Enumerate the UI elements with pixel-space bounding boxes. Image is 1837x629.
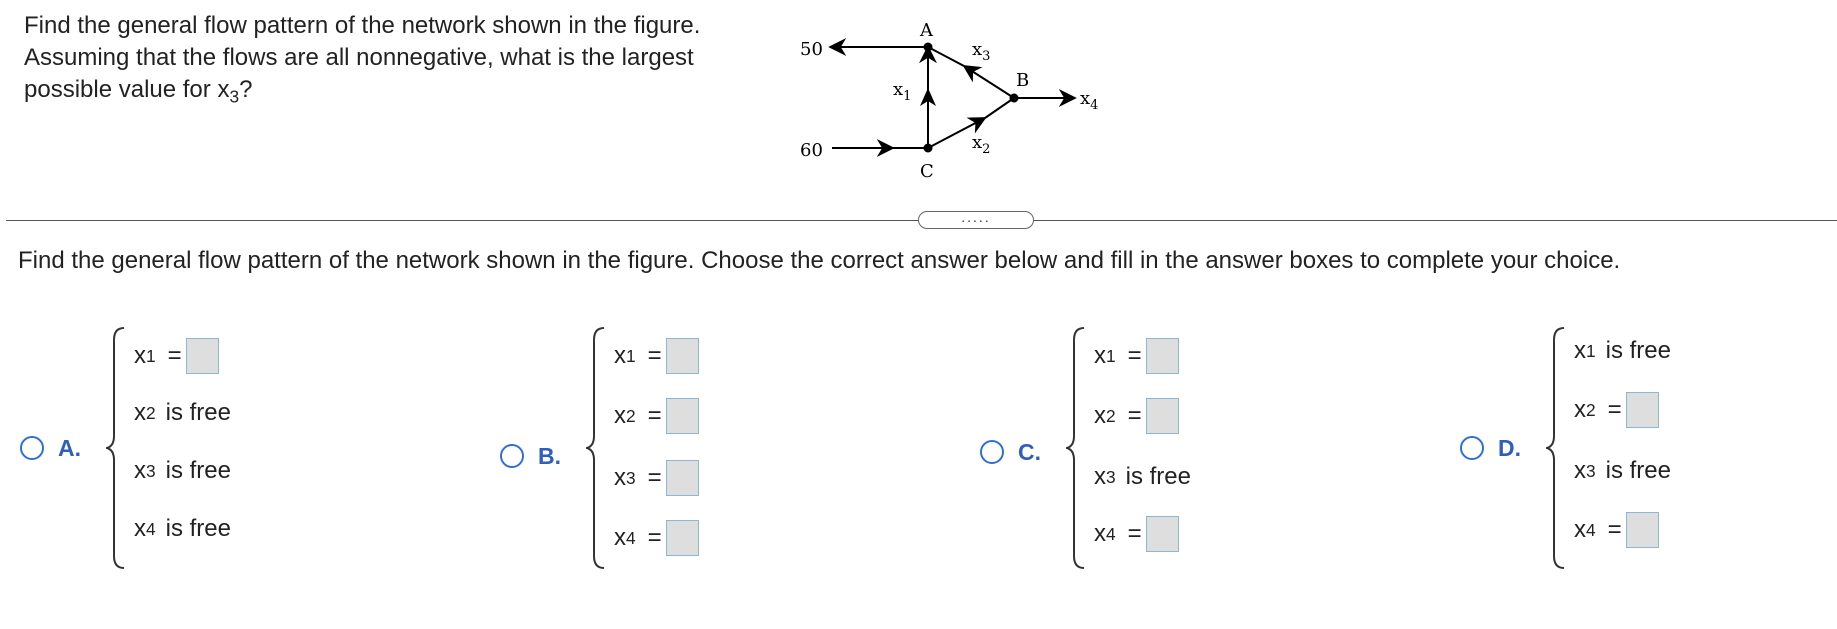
var-sub: 4 <box>146 519 156 539</box>
question-line-1: Find the general flow pattern of the network shown in the figure. <box>24 12 701 39</box>
option-b-row-x2 <box>614 398 699 434</box>
option-c-x1-input[interactable] <box>1146 338 1179 374</box>
var-sub: 2 <box>626 406 636 426</box>
var-x: x <box>1094 463 1106 490</box>
option-c-x2-input[interactable] <box>1146 398 1179 434</box>
free-text: is free <box>1125 463 1191 490</box>
node-b-label: B <box>1016 70 1030 91</box>
question-text <box>24 10 764 113</box>
option-c-radio[interactable] <box>980 440 1004 464</box>
option-a-x1-input[interactable] <box>186 338 219 374</box>
option-d-radio[interactable] <box>1460 436 1484 460</box>
var-sub: 4 <box>626 528 636 548</box>
var-x: x <box>614 464 626 491</box>
option-a-brace <box>106 326 130 570</box>
var-x: x <box>614 524 626 551</box>
question-line-2: Assuming that the flows are all nonnegative, what is the largest <box>24 44 694 71</box>
var-sub: 3 <box>626 468 636 488</box>
node-b-dot <box>1010 94 1019 103</box>
equals-sign: = <box>647 464 662 491</box>
divider-handle[interactable] <box>918 211 1034 229</box>
option-c-label: C. <box>1018 439 1041 465</box>
option-a-row-x2 <box>134 398 231 428</box>
option-d-x4-input[interactable] <box>1626 512 1659 548</box>
option-a-row-x1 <box>134 338 219 374</box>
flow-in-bottom-label: 60 <box>800 140 823 161</box>
question-line-3-sub: 3 <box>229 86 240 107</box>
option-d-brace <box>1546 326 1570 570</box>
edge-x4-label: $x_4$ <box>1080 88 1099 113</box>
edge-x3-label: $x_3$ <box>972 39 991 64</box>
var-sub: 1 <box>626 346 636 366</box>
var-x: x <box>134 342 146 369</box>
free-text: is free <box>165 399 231 426</box>
option-b-x3-input[interactable] <box>666 460 699 496</box>
equals-sign: = <box>647 402 662 429</box>
var-sub: 1 <box>1106 346 1116 366</box>
var-sub: 1 <box>146 346 156 366</box>
var-sub: 4 <box>1106 524 1116 544</box>
option-d-row-x4 <box>1574 512 1659 548</box>
var-sub: 3 <box>1106 467 1116 487</box>
equals-sign: = <box>1127 402 1142 429</box>
question-line-3-text: possible value for x <box>24 76 230 103</box>
option-c <box>980 326 1420 570</box>
var-sub: 4 <box>1586 520 1596 540</box>
instructions-text: Find the general flow pattern of the network shown in the figure. Choose the correct answer below and fill in the answer boxes to complete your choice. <box>18 247 1621 274</box>
network-figure <box>780 12 1140 192</box>
option-a-radio[interactable] <box>20 436 44 460</box>
var-x: x <box>1094 520 1106 547</box>
var-x: x <box>1574 396 1586 423</box>
var-x: x <box>1574 457 1586 484</box>
option-d-row-x3 <box>1574 456 1671 486</box>
node-c-dot <box>924 144 933 153</box>
option-b <box>500 326 940 570</box>
var-x: x <box>614 402 626 429</box>
var-sub: 1 <box>1586 341 1596 361</box>
var-x: x <box>134 399 146 426</box>
option-c-brace <box>1066 326 1090 570</box>
option-a-row-x3 <box>134 456 231 486</box>
var-x: x <box>614 342 626 369</box>
option-b-x1-input[interactable] <box>666 338 699 374</box>
option-b-row-x1 <box>614 338 699 374</box>
option-c-row-x2 <box>1094 398 1179 434</box>
var-sub: 2 <box>1106 406 1116 426</box>
option-b-row-x3 <box>614 460 699 496</box>
free-text: is free <box>1605 457 1671 484</box>
equals-sign: = <box>1607 396 1622 423</box>
node-c-label: C <box>920 161 934 182</box>
edge-x1-label: $x_1$ <box>893 79 912 104</box>
option-b-brace <box>586 326 610 570</box>
var-x: x <box>134 515 146 542</box>
free-text: is free <box>165 515 231 542</box>
option-b-label: B. <box>538 443 561 469</box>
var-x: x <box>134 457 146 484</box>
equals-sign: = <box>647 524 662 551</box>
question-line-3-suffix: ? <box>239 76 253 103</box>
option-c-x4-input[interactable] <box>1146 516 1179 552</box>
var-x: x <box>1094 402 1106 429</box>
free-text: is free <box>1605 337 1671 364</box>
var-x: x <box>1574 516 1586 543</box>
option-a-label: A. <box>58 435 81 461</box>
option-d <box>1460 326 1830 570</box>
flow-in-left-label: 50 <box>800 39 823 60</box>
var-x: x <box>1094 342 1106 369</box>
option-d-label: D. <box>1498 435 1521 461</box>
equals-sign: = <box>1607 516 1622 543</box>
option-c-row-x1 <box>1094 338 1179 374</box>
equals-sign: = <box>1127 520 1142 547</box>
option-c-row-x3 <box>1094 462 1191 492</box>
equals-sign: = <box>647 342 662 369</box>
option-b-radio[interactable] <box>500 444 524 468</box>
var-sub: 2 <box>146 403 156 423</box>
node-a-label: A <box>920 20 933 41</box>
var-x: x <box>1574 337 1586 364</box>
equals-sign: = <box>167 342 182 369</box>
option-d-x2-input[interactable] <box>1626 392 1659 428</box>
option-a-row-x4 <box>134 514 231 544</box>
option-c-row-x4 <box>1094 516 1179 552</box>
divider-handle-dots: ..... <box>961 209 991 225</box>
edge-x3 <box>964 66 1014 98</box>
var-sub: 3 <box>146 461 156 481</box>
edge-x2-label: $x_2$ <box>972 132 991 157</box>
option-b-row-x4 <box>614 520 699 556</box>
node-a-dot <box>924 43 933 52</box>
question-line-3 <box>24 74 764 113</box>
option-b-x2-input[interactable] <box>666 398 699 434</box>
equals-sign: = <box>1127 342 1142 369</box>
option-b-x4-input[interactable] <box>666 520 699 556</box>
option-a <box>20 326 460 570</box>
free-text: is free <box>165 457 231 484</box>
var-sub: 2 <box>1586 400 1596 420</box>
option-d-row-x1 <box>1574 336 1671 366</box>
var-sub: 3 <box>1586 461 1596 481</box>
option-d-row-x2 <box>1574 392 1659 428</box>
